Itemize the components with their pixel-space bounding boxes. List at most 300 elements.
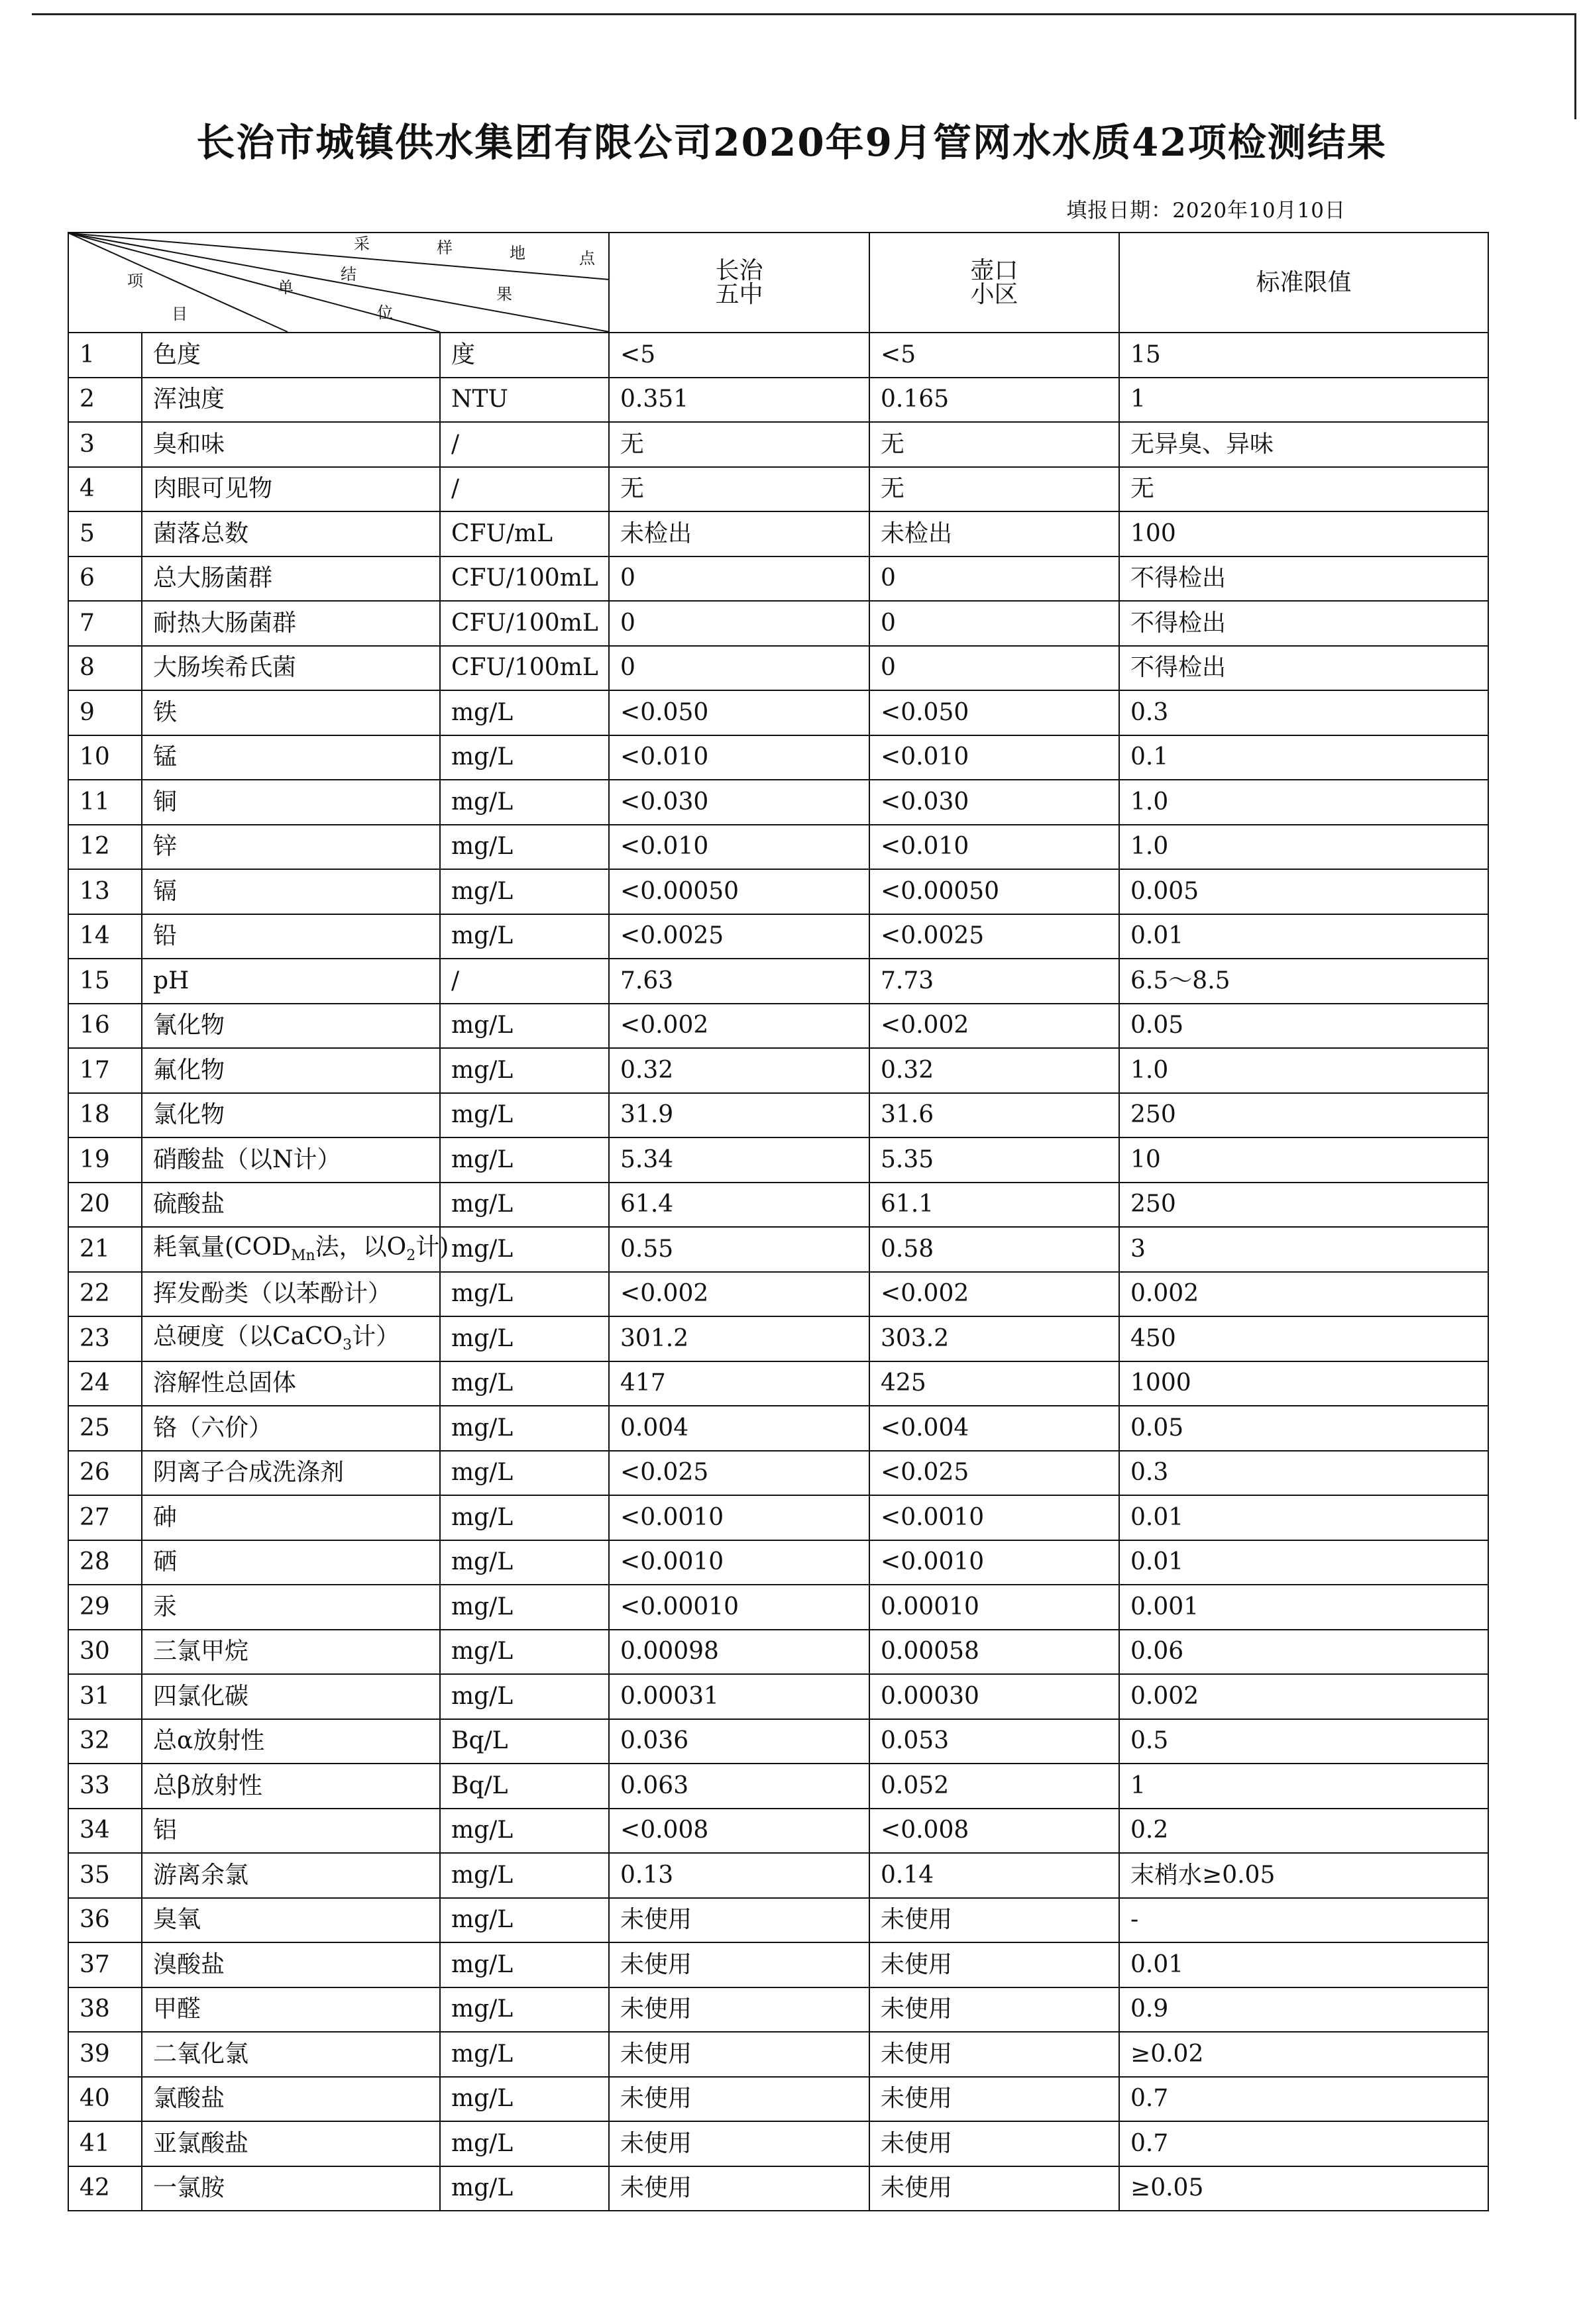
row-item: 总大肠菌群 — [142, 556, 440, 602]
row-item: 甲醛 — [142, 1987, 440, 2033]
row-value-changzhi: 未使用 — [609, 1942, 869, 1987]
row-standard: 0.06 — [1119, 1630, 1488, 1675]
row-value-changzhi: 61.4 — [609, 1183, 869, 1228]
row-value-hukou: 0 — [869, 601, 1119, 646]
row-number: 4 — [68, 467, 142, 512]
table-row — [68, 869, 1488, 914]
row-item: 耐热大肠菌群 — [142, 601, 440, 646]
row-unit: CFU/100mL — [440, 556, 609, 602]
row-standard: 0.3 — [1119, 1451, 1488, 1496]
diag-label: 目 — [172, 305, 188, 323]
row-item-part: 耗氧量(COD — [153, 1233, 291, 1261]
row-unit: 度 — [440, 333, 609, 378]
row-item: 阴离子合成洗涤剂 — [142, 1451, 440, 1496]
row-unit: mg/L — [440, 1853, 609, 1898]
row-value-hukou: <0.010 — [869, 735, 1119, 780]
row-value-hukou: 未使用 — [869, 1987, 1119, 2033]
row-value-changzhi: 无 — [609, 467, 869, 512]
diag-label: 采 — [354, 235, 370, 253]
row-standard: 1 — [1119, 378, 1488, 423]
row-item: 浑浊度 — [142, 378, 440, 423]
row-unit: mg/L — [440, 1898, 609, 1943]
row-number: 37 — [68, 1942, 142, 1987]
row-value-hukou: 61.1 — [869, 1183, 1119, 1228]
row-value-hukou: 0 — [869, 646, 1119, 691]
row-unit: mg/L — [440, 1004, 609, 1049]
row-value-changzhi: 0 — [609, 556, 869, 602]
row-unit: mg/L — [440, 1272, 609, 1317]
table-row — [68, 1361, 1488, 1406]
table-row — [68, 1719, 1488, 1764]
table-row — [68, 1764, 1488, 1809]
table-row — [68, 646, 1488, 691]
table-row — [68, 914, 1488, 959]
row-value-changzhi: <0.00010 — [609, 1585, 869, 1630]
row-value-hukou: 无 — [869, 467, 1119, 512]
row-item: 溴酸盐 — [142, 1942, 440, 1987]
row-unit: mg/L — [440, 780, 609, 825]
row-unit: mg/L — [440, 1451, 609, 1496]
row-item: 氟化物 — [142, 1048, 440, 1093]
row-value-hukou: 303.2 — [869, 1316, 1119, 1361]
row-value-hukou: <0.050 — [869, 690, 1119, 735]
row-unit: CFU/100mL — [440, 646, 609, 691]
row-item: 氰化物 — [142, 1004, 440, 1049]
row-standard: 250 — [1119, 1183, 1488, 1228]
row-number: 16 — [68, 1004, 142, 1049]
row-standard: 250 — [1119, 1093, 1488, 1138]
row-item: 四氯化碳 — [142, 1674, 440, 1719]
table-row — [68, 2121, 1488, 2166]
row-unit: mg/L — [440, 690, 609, 735]
row-item: 二氧化氯 — [142, 2032, 440, 2077]
row-number: 11 — [68, 780, 142, 825]
table-row — [68, 556, 1488, 602]
row-item: 亚氯酸盐 — [142, 2121, 440, 2166]
row-value-changzhi: 0.351 — [609, 378, 869, 423]
table-row — [68, 511, 1488, 556]
table-row — [68, 1898, 1488, 1943]
diag-label: 果 — [496, 285, 512, 303]
row-unit: Bq/L — [440, 1719, 609, 1764]
row-item: 臭氧 — [142, 1898, 440, 1943]
table-row — [68, 1809, 1488, 1854]
row-standard: 1.0 — [1119, 780, 1488, 825]
row-item-part: 2 — [406, 1247, 416, 1264]
row-number: 25 — [68, 1406, 142, 1451]
table-row — [68, 690, 1488, 735]
header-standard-limit: 标准限值 — [1119, 233, 1488, 333]
row-standard: 1.0 — [1119, 1048, 1488, 1093]
table-row — [68, 1674, 1488, 1719]
row-value-changzhi: 0 — [609, 646, 869, 691]
row-item: 硫酸盐 — [142, 1183, 440, 1228]
row-number: 19 — [68, 1137, 142, 1183]
row-item: 铬（六价） — [142, 1406, 440, 1451]
header-site-changzhi-line1: 长治 — [715, 256, 763, 284]
row-item: 汞 — [142, 1585, 440, 1630]
row-unit: / — [440, 422, 609, 467]
row-item: 大肠埃希氏菌 — [142, 646, 440, 691]
row-standard: 不得检出 — [1119, 556, 1488, 602]
row-standard: 1.0 — [1119, 825, 1488, 870]
diag-label: 项 — [127, 272, 143, 290]
row-unit: CFU/100mL — [440, 601, 609, 646]
row-unit: CFU/mL — [440, 511, 609, 556]
row-number: 42 — [68, 2166, 142, 2211]
row-value-changzhi: 未使用 — [609, 1898, 869, 1943]
row-item: 铁 — [142, 690, 440, 735]
row-value-changzhi: 未使用 — [609, 1987, 869, 2033]
row-standard: 0.002 — [1119, 1674, 1488, 1719]
table-row — [68, 2077, 1488, 2122]
row-value-changzhi: 未使用 — [609, 2032, 869, 2077]
row-unit: mg/L — [440, 1585, 609, 1630]
row-value-hukou: 0.00058 — [869, 1630, 1119, 1675]
row-number: 23 — [68, 1316, 142, 1361]
row-item: 氯化物 — [142, 1093, 440, 1138]
row-unit: mg/L — [440, 1942, 609, 1987]
row-standard: 0.005 — [1119, 869, 1488, 914]
row-value-hukou: 未使用 — [869, 2032, 1119, 2077]
row-standard: 6.5～8.5 — [1119, 959, 1488, 1004]
row-unit: mg/L — [440, 1048, 609, 1093]
diag-label: 点 — [579, 249, 595, 268]
row-standard: 0.01 — [1119, 1495, 1488, 1540]
row-standard: 10 — [1119, 1137, 1488, 1183]
row-unit: mg/L — [440, 1093, 609, 1138]
row-item: 挥发酚类（以苯酚计） — [142, 1272, 440, 1317]
row-value-changzhi: <0.002 — [609, 1272, 869, 1317]
row-unit: mg/L — [440, 2077, 609, 2122]
row-value-changzhi: 未使用 — [609, 2121, 869, 2166]
row-value-changzhi: 未检出 — [609, 511, 869, 556]
table-row — [68, 1942, 1488, 1987]
row-value-hukou: <0.002 — [869, 1004, 1119, 1049]
row-value-changzhi: <0.0010 — [609, 1495, 869, 1540]
row-standard: 0.2 — [1119, 1809, 1488, 1854]
row-number: 12 — [68, 825, 142, 870]
row-number: 41 — [68, 2121, 142, 2166]
row-value-hukou: <0.025 — [869, 1451, 1119, 1496]
row-value-changzhi: 0.13 — [609, 1853, 869, 1898]
row-standard: 不得检出 — [1119, 601, 1488, 646]
row-unit: / — [440, 959, 609, 1004]
row-value-changzhi: <0.010 — [609, 735, 869, 780]
row-value-hukou: 未使用 — [869, 2121, 1119, 2166]
row-unit: mg/L — [440, 1183, 609, 1228]
row-unit: mg/L — [440, 2121, 609, 2166]
row-unit: mg/L — [440, 2032, 609, 2077]
row-standard: 0.05 — [1119, 1004, 1488, 1049]
results-table — [68, 232, 1489, 2211]
table-row — [68, 378, 1488, 423]
row-value-changzhi: 301.2 — [609, 1316, 869, 1361]
frame-right-line — [1574, 13, 1576, 119]
row-number: 10 — [68, 735, 142, 780]
row-standard: 0.7 — [1119, 2121, 1488, 2166]
row-item: 铅 — [142, 914, 440, 959]
row-value-hukou: 0.00030 — [869, 1674, 1119, 1719]
row-item-part: 总硬度（以CaCO — [153, 1322, 343, 1350]
row-value-hukou: 425 — [869, 1361, 1119, 1406]
row-standard: 0.01 — [1119, 1942, 1488, 1987]
diag-label: 单 — [278, 278, 294, 297]
row-value-hukou: <0.0010 — [869, 1495, 1119, 1540]
row-value-changzhi: 7.63 — [609, 959, 869, 1004]
row-unit: mg/L — [440, 1227, 609, 1272]
diag-label: 结 — [341, 265, 356, 284]
row-unit: / — [440, 467, 609, 512]
row-number: 30 — [68, 1630, 142, 1675]
row-value-hukou: 0.053 — [869, 1719, 1119, 1764]
row-number: 14 — [68, 914, 142, 959]
row-number: 17 — [68, 1048, 142, 1093]
row-unit: mg/L — [440, 825, 609, 870]
row-standard: - — [1119, 1898, 1488, 1943]
row-number: 2 — [68, 378, 142, 423]
row-standard: 0.001 — [1119, 1585, 1488, 1630]
table-row — [68, 1137, 1488, 1183]
row-number: 22 — [68, 1272, 142, 1317]
row-number: 6 — [68, 556, 142, 602]
row-standard: 0.3 — [1119, 690, 1488, 735]
row-value-changzhi: 5.34 — [609, 1137, 869, 1183]
row-number: 33 — [68, 1764, 142, 1809]
row-item: 总α放射性 — [142, 1719, 440, 1764]
row-number: 28 — [68, 1540, 142, 1585]
table-row — [68, 422, 1488, 467]
table-row — [68, 1630, 1488, 1675]
diagonal-lines — [69, 233, 610, 332]
row-item — [142, 1316, 440, 1361]
row-unit: mg/L — [440, 1137, 609, 1183]
row-unit: mg/L — [440, 1406, 609, 1451]
row-number: 15 — [68, 959, 142, 1004]
row-value-changzhi: 未使用 — [609, 2166, 869, 2211]
row-value-changzhi: 0.55 — [609, 1227, 869, 1272]
row-item: pH — [142, 959, 440, 1004]
row-value-hukou: 0.58 — [869, 1227, 1119, 1272]
row-unit: mg/L — [440, 1630, 609, 1675]
row-number: 29 — [68, 1585, 142, 1630]
row-number: 34 — [68, 1809, 142, 1854]
row-number: 38 — [68, 1987, 142, 2033]
row-number: 40 — [68, 2077, 142, 2122]
row-value-hukou: 未使用 — [869, 2077, 1119, 2122]
row-value-hukou: 0.00010 — [869, 1585, 1119, 1630]
row-item: 氯酸盐 — [142, 2077, 440, 2122]
row-value-hukou: 0.32 — [869, 1048, 1119, 1093]
row-standard: 0.1 — [1119, 735, 1488, 780]
row-value-hukou: 无 — [869, 422, 1119, 467]
row-item: 游离余氯 — [142, 1853, 440, 1898]
row-value-changzhi: <0.010 — [609, 825, 869, 870]
row-value-changzhi: 0.00098 — [609, 1630, 869, 1675]
row-value-changzhi: 0.004 — [609, 1406, 869, 1451]
row-number: 20 — [68, 1183, 142, 1228]
row-item: 色度 — [142, 333, 440, 378]
row-number: 3 — [68, 422, 142, 467]
header-site-changzhi — [609, 233, 869, 333]
row-standard: 100 — [1119, 511, 1488, 556]
table-row — [68, 735, 1488, 780]
row-item: 溶解性总固体 — [142, 1361, 440, 1406]
table-row — [68, 601, 1488, 646]
row-item-part: 计) — [415, 1233, 449, 1261]
row-standard: 无异臭、异味 — [1119, 422, 1488, 467]
row-value-changzhi: 0.063 — [609, 1764, 869, 1809]
diag-label: 位 — [377, 303, 393, 322]
row-unit: mg/L — [440, 1540, 609, 1585]
row-value-changzhi: <5 — [609, 333, 869, 378]
table-row — [68, 1183, 1488, 1228]
row-value-hukou: <0.0010 — [869, 1540, 1119, 1585]
row-value-changzhi: <0.008 — [609, 1809, 869, 1854]
row-value-hukou: <0.010 — [869, 825, 1119, 870]
row-number: 9 — [68, 690, 142, 735]
row-standard: 450 — [1119, 1316, 1488, 1361]
row-item-part: 法，以O — [315, 1233, 407, 1261]
row-value-hukou: 0.165 — [869, 378, 1119, 423]
table-row — [68, 1272, 1488, 1317]
row-value-changzhi: <0.0025 — [609, 914, 869, 959]
table-row — [68, 2166, 1488, 2211]
row-standard: 0.7 — [1119, 2077, 1488, 2122]
row-standard: 末梢水≥0.05 — [1119, 1853, 1488, 1898]
row-value-changzhi: 0.00031 — [609, 1674, 869, 1719]
table-row — [68, 1093, 1488, 1138]
row-standard: 不得检出 — [1119, 646, 1488, 691]
row-standard: ≥0.05 — [1119, 2166, 1488, 2211]
row-value-hukou: <0.004 — [869, 1406, 1119, 1451]
row-number: 35 — [68, 1853, 142, 1898]
table-row — [68, 780, 1488, 825]
header-site-hukou-line1: 壶口 — [970, 256, 1018, 284]
row-standard: 0.5 — [1119, 1719, 1488, 1764]
row-number: 8 — [68, 646, 142, 691]
table-row — [68, 1406, 1488, 1451]
row-value-hukou: 未使用 — [869, 2166, 1119, 2211]
row-number: 1 — [68, 333, 142, 378]
row-item: 三氯甲烷 — [142, 1630, 440, 1675]
table-row — [68, 1540, 1488, 1585]
table-header-row — [68, 233, 1488, 333]
row-value-hukou: <0.00050 — [869, 869, 1119, 914]
table-row — [68, 333, 1488, 378]
row-value-hukou: 0 — [869, 556, 1119, 602]
row-number: 39 — [68, 2032, 142, 2077]
row-value-hukou: <0.002 — [869, 1272, 1119, 1317]
row-value-hukou: 31.6 — [869, 1093, 1119, 1138]
row-unit: Bq/L — [440, 1764, 609, 1809]
row-item: 菌落总数 — [142, 511, 440, 556]
row-value-changzhi: <0.002 — [609, 1004, 869, 1049]
row-unit: mg/L — [440, 1316, 609, 1361]
row-item — [142, 1227, 449, 1272]
row-number: 32 — [68, 1719, 142, 1764]
row-item: 铝 — [142, 1809, 440, 1854]
table-row — [68, 1316, 1488, 1361]
row-number: 31 — [68, 1674, 142, 1719]
row-standard: ≥0.02 — [1119, 2032, 1488, 2077]
row-value-changzhi: <0.030 — [609, 780, 869, 825]
row-standard: 0.9 — [1119, 1987, 1488, 2033]
row-unit: mg/L — [440, 1495, 609, 1540]
diag-label: 地 — [510, 244, 525, 262]
row-value-changzhi: 无 — [609, 422, 869, 467]
header-site-hukou — [869, 233, 1119, 333]
row-value-changzhi: 0.036 — [609, 1719, 869, 1764]
row-item: 臭和味 — [142, 422, 440, 467]
row-value-changzhi: <0.025 — [609, 1451, 869, 1496]
row-item: 锌 — [142, 825, 440, 870]
row-value-hukou: 未检出 — [869, 511, 1119, 556]
table-row — [68, 1585, 1488, 1630]
row-unit: mg/L — [440, 1674, 609, 1719]
table-row — [68, 1004, 1488, 1049]
row-standard: 1 — [1119, 1764, 1488, 1809]
row-standard: 0.01 — [1119, 1540, 1488, 1585]
row-value-hukou: <0.008 — [869, 1809, 1119, 1854]
table-row — [68, 467, 1488, 512]
fill-date: 填报日期：2020年10月10日 — [1066, 199, 1346, 223]
row-value-hukou: 未使用 — [869, 1942, 1119, 1987]
row-unit: mg/L — [440, 1987, 609, 2033]
row-item: 锰 — [142, 735, 440, 780]
row-number: 13 — [68, 869, 142, 914]
row-value-changzhi: <0.00050 — [609, 869, 869, 914]
row-value-changzhi: 0 — [609, 601, 869, 646]
table-row — [68, 1451, 1488, 1496]
row-number: 24 — [68, 1361, 142, 1406]
header-site-changzhi-line2: 五中 — [715, 280, 763, 308]
row-number: 18 — [68, 1093, 142, 1138]
row-item-part: Mn — [290, 1247, 315, 1264]
row-value-hukou: 0.052 — [869, 1764, 1119, 1809]
row-number: 27 — [68, 1495, 142, 1540]
row-unit: mg/L — [440, 869, 609, 914]
row-value-hukou: 未使用 — [869, 1898, 1119, 1943]
row-unit: mg/L — [440, 914, 609, 959]
row-unit: mg/L — [440, 1361, 609, 1406]
row-value-changzhi: 未使用 — [609, 2077, 869, 2122]
row-unit: mg/L — [440, 2166, 609, 2211]
table-row — [68, 1495, 1488, 1540]
page-title: 长治市城镇供水集团有限公司2020年9月管网水水质42项检测结果 — [196, 120, 1387, 165]
row-value-changzhi: 0.32 — [609, 1048, 869, 1093]
row-value-changzhi: <0.0010 — [609, 1540, 869, 1585]
row-value-hukou: <0.0025 — [869, 914, 1119, 959]
row-item: 砷 — [142, 1495, 440, 1540]
diagonal-header-cell — [68, 233, 609, 333]
row-item: 铜 — [142, 780, 440, 825]
table-row — [68, 1048, 1488, 1093]
row-standard: 15 — [1119, 333, 1488, 378]
row-item-part: 计） — [352, 1322, 400, 1350]
diag-label: 样 — [437, 238, 453, 257]
row-unit: mg/L — [440, 735, 609, 780]
row-value-hukou: 5.35 — [869, 1137, 1119, 1183]
row-item: 肉眼可见物 — [142, 467, 440, 512]
row-item: 总β放射性 — [142, 1764, 440, 1809]
row-value-hukou: 0.14 — [869, 1853, 1119, 1898]
row-number: 21 — [68, 1227, 142, 1272]
row-number: 7 — [68, 601, 142, 646]
row-number: 26 — [68, 1451, 142, 1496]
row-standard: 0.05 — [1119, 1406, 1488, 1451]
row-value-hukou: 7.73 — [869, 959, 1119, 1004]
